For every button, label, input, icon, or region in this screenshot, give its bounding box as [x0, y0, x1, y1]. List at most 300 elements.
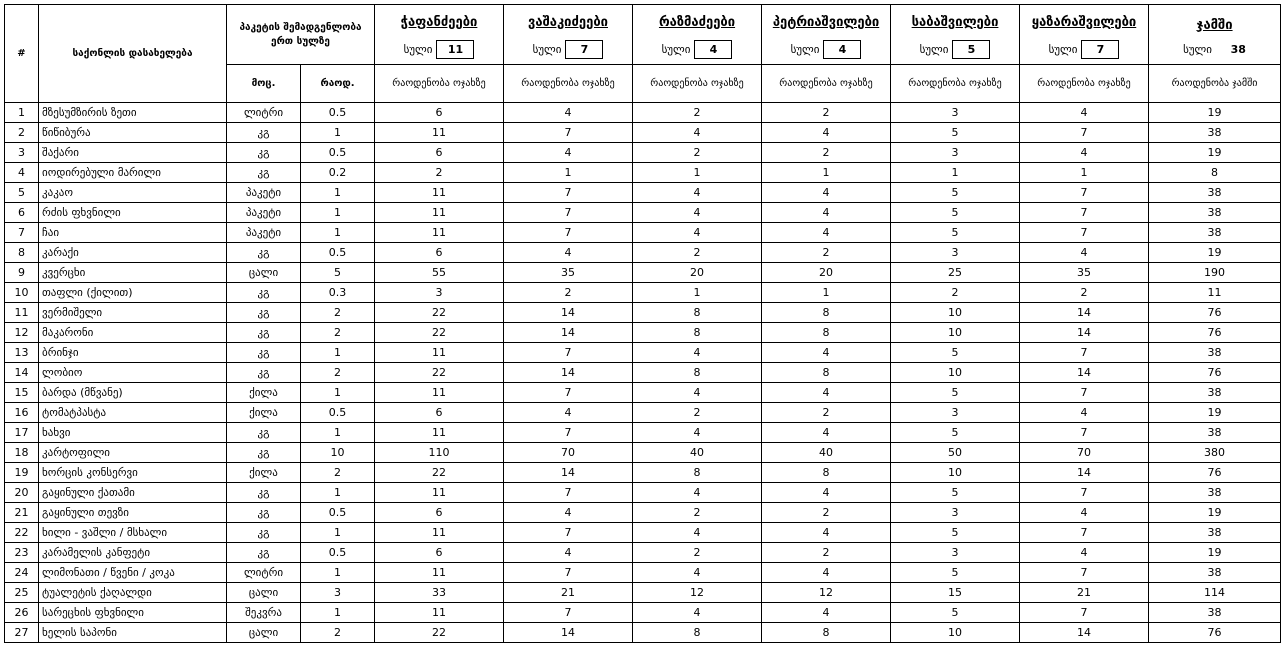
family-quantity-cell: 2 — [375, 163, 504, 183]
total-quantity-cell: 19 — [1149, 243, 1281, 263]
family-quantity-cell: 4 — [504, 243, 633, 263]
item-unit: კგ — [227, 243, 301, 263]
family-quantity-cell: 7 — [1020, 123, 1149, 143]
family-quantity-cell: 8 — [633, 363, 762, 383]
souls-count-box: 4 — [694, 40, 732, 59]
row-number: 14 — [5, 363, 39, 383]
total-quantity-cell: 38 — [1149, 563, 1281, 583]
family-quantity-cell: 7 — [504, 483, 633, 503]
family-quantity-cell: 5 — [891, 603, 1020, 623]
family-quantity-cell: 7 — [1020, 203, 1149, 223]
table-row — [5, 443, 1281, 463]
item-quantity: 2 — [301, 363, 375, 383]
item-name: ლიმონათი / წვენი / კოკა — [39, 563, 227, 583]
family-quantity-cell: 40 — [762, 443, 891, 463]
family-quantity-cell: 7 — [504, 343, 633, 363]
item-unit: კგ — [227, 303, 301, 323]
family-quantity-cell: 3 — [891, 503, 1020, 523]
item-name: რძის ფხვნილი — [39, 203, 227, 223]
item-quantity: 2 — [301, 303, 375, 323]
family-quantity-cell: 7 — [1020, 423, 1149, 443]
family-quantity-cell: 4 — [762, 223, 891, 243]
item-unit: შეკვრა — [227, 603, 301, 623]
family-quantity-cell: 2 — [633, 503, 762, 523]
family-souls — [1020, 40, 1148, 59]
family-quantity-cell: 6 — [375, 143, 504, 163]
item-unit: კგ — [227, 343, 301, 363]
family-quantity-cell: 10 — [891, 623, 1020, 643]
family-quantity-cell: 11 — [375, 563, 504, 583]
row-number: 21 — [5, 503, 39, 523]
family-quantity-cell: 1 — [633, 283, 762, 303]
total-souls-count: 38 — [1230, 42, 1246, 56]
row-number: 8 — [5, 243, 39, 263]
souls-label: სული — [532, 42, 562, 56]
family-quantity-cell: 8 — [762, 363, 891, 383]
family-quantity-cell: 35 — [1020, 263, 1149, 283]
header-quantity: რაოდ. — [301, 65, 375, 103]
total-quantity-cell: 19 — [1149, 143, 1281, 163]
family-name: რაზმაძეები — [658, 14, 736, 30]
family-quantity-cell: 4 — [633, 563, 762, 583]
total-quantity-cell: 38 — [1149, 183, 1281, 203]
family-quantity-cell: 11 — [375, 423, 504, 443]
item-name: ვერმიშელი — [39, 303, 227, 323]
item-name: მზესუმზირის ზეთი — [39, 103, 227, 123]
family-quantity-cell: 1 — [633, 163, 762, 183]
row-number: 15 — [5, 383, 39, 403]
table-row — [5, 583, 1281, 603]
total-quantity-cell: 76 — [1149, 363, 1281, 383]
item-name: ტუალეტის ქაღალდი — [39, 583, 227, 603]
family-quantity-cell: 7 — [504, 523, 633, 543]
family-quantity-cell: 22 — [375, 363, 504, 383]
family-quantity-cell: 22 — [375, 323, 504, 343]
family-quantity-cell: 2 — [633, 103, 762, 123]
family-quantity-cell: 50 — [891, 443, 1020, 463]
family-quantity-cell: 22 — [375, 463, 504, 483]
family-quantity-cell: 4 — [1020, 103, 1149, 123]
family-quantity-cell: 11 — [375, 183, 504, 203]
table-row — [5, 343, 1281, 363]
row-number: 9 — [5, 263, 39, 283]
family-quantity-header: რაოდენობა ოჯახზე — [504, 65, 633, 103]
family-quantity-cell: 2 — [633, 403, 762, 423]
total-quantity-cell: 38 — [1149, 123, 1281, 143]
family-quantity-cell: 5 — [891, 223, 1020, 243]
total-quantity-cell: 380 — [1149, 443, 1281, 463]
family-quantity-cell: 4 — [504, 503, 633, 523]
family-quantity-cell: 4 — [762, 123, 891, 143]
total-quantity-cell: 114 — [1149, 583, 1281, 603]
table-row — [5, 503, 1281, 523]
item-quantity: 0.5 — [301, 103, 375, 123]
table-row — [5, 383, 1281, 403]
item-unit: კგ — [227, 543, 301, 563]
family-quantity-cell: 12 — [633, 583, 762, 603]
family-quantity-cell: 8 — [762, 623, 891, 643]
family-quantity-cell: 4 — [762, 383, 891, 403]
row-number: 19 — [5, 463, 39, 483]
item-quantity: 2 — [301, 463, 375, 483]
family-quantity-cell: 7 — [1020, 223, 1149, 243]
row-number: 25 — [5, 583, 39, 603]
item-name: კაკაო — [39, 183, 227, 203]
family-quantity-cell: 10 — [891, 363, 1020, 383]
family-quantity-cell: 1 — [762, 283, 891, 303]
family-header — [1020, 5, 1149, 65]
family-quantity-cell: 4 — [633, 603, 762, 623]
item-unit: კგ — [227, 483, 301, 503]
total-header — [1149, 5, 1281, 65]
item-name: ხახვი — [39, 423, 227, 443]
family-quantity-cell: 4 — [633, 483, 762, 503]
family-quantity-cell: 3 — [891, 243, 1020, 263]
family-quantity-cell: 2 — [762, 403, 891, 423]
total-quantity-cell: 76 — [1149, 323, 1281, 343]
family-quantity-cell: 2 — [762, 103, 891, 123]
item-name: ხელის საპონი — [39, 623, 227, 643]
item-name: ბრინჯი — [39, 343, 227, 363]
item-quantity: 0.5 — [301, 143, 375, 163]
family-quantity-cell: 7 — [1020, 563, 1149, 583]
family-quantity-cell: 11 — [375, 123, 504, 143]
table-row — [5, 363, 1281, 383]
souls-label: სული — [403, 42, 433, 56]
family-quantity-cell: 5 — [891, 123, 1020, 143]
family-quantity-cell: 7 — [1020, 343, 1149, 363]
table-row — [5, 283, 1281, 303]
family-quantity-cell: 20 — [762, 263, 891, 283]
item-unit: ლიტრი — [227, 103, 301, 123]
family-quantity-cell: 4 — [504, 143, 633, 163]
family-quantity-cell: 11 — [375, 343, 504, 363]
family-quantity-cell: 4 — [762, 423, 891, 443]
row-number: 11 — [5, 303, 39, 323]
row-number: 27 — [5, 623, 39, 643]
row-number: 5 — [5, 183, 39, 203]
family-quantity-cell: 4 — [633, 343, 762, 363]
family-quantity-cell: 35 — [504, 263, 633, 283]
row-number: 16 — [5, 403, 39, 423]
item-name: ლობიო — [39, 363, 227, 383]
item-unit: ცალი — [227, 623, 301, 643]
item-name: კვერცხი — [39, 263, 227, 283]
item-quantity: 0.2 — [301, 163, 375, 183]
total-quantity-cell: 76 — [1149, 623, 1281, 643]
family-quantity-cell: 4 — [633, 383, 762, 403]
family-quantity-cell: 11 — [375, 203, 504, 223]
table-row — [5, 103, 1281, 123]
family-quantity-cell: 1 — [891, 163, 1020, 183]
family-quantity-cell: 4 — [633, 203, 762, 223]
row-number: 7 — [5, 223, 39, 243]
family-quantity-cell: 2 — [891, 283, 1020, 303]
table-row — [5, 563, 1281, 583]
item-quantity: 1 — [301, 203, 375, 223]
family-quantity-cell: 15 — [891, 583, 1020, 603]
item-unit: კგ — [227, 523, 301, 543]
item-unit: ცალი — [227, 263, 301, 283]
family-souls — [891, 40, 1019, 59]
header-package: პაკეტის შემადგენლობა ერთ სულზე — [227, 5, 375, 65]
item-unit: კგ — [227, 123, 301, 143]
item-quantity: 10 — [301, 443, 375, 463]
row-number: 17 — [5, 423, 39, 443]
family-quantity-cell: 4 — [504, 103, 633, 123]
item-quantity: 1 — [301, 383, 375, 403]
item-quantity: 0.5 — [301, 243, 375, 263]
family-quantity-cell: 11 — [375, 603, 504, 623]
family-quantity-cell: 14 — [504, 363, 633, 383]
total-quantity-cell: 19 — [1149, 103, 1281, 123]
family-quantity-cell: 11 — [375, 483, 504, 503]
total-quantity-cell: 8 — [1149, 163, 1281, 183]
item-name: წიწიბურა — [39, 123, 227, 143]
family-quantity-cell: 33 — [375, 583, 504, 603]
total-quantity-cell: 11 — [1149, 283, 1281, 303]
table-row — [5, 543, 1281, 563]
item-name: თაფლი (ქილით) — [39, 283, 227, 303]
souls-count-box: 7 — [565, 40, 603, 59]
family-quantity-cell: 5 — [891, 383, 1020, 403]
family-quantity-cell: 4 — [1020, 503, 1149, 523]
item-name: შაქარი — [39, 143, 227, 163]
row-number: 18 — [5, 443, 39, 463]
item-quantity: 1 — [301, 523, 375, 543]
family-quantity-cell: 6 — [375, 103, 504, 123]
item-unit: ქილა — [227, 403, 301, 423]
item-quantity: 1 — [301, 423, 375, 443]
family-quantity-cell: 14 — [504, 323, 633, 343]
row-number: 12 — [5, 323, 39, 343]
total-quantity-cell: 38 — [1149, 483, 1281, 503]
family-quantity-cell: 4 — [762, 563, 891, 583]
item-unit: კგ — [227, 163, 301, 183]
total-name: ჯამში — [1196, 17, 1233, 33]
table-row — [5, 163, 1281, 183]
souls-count-box: 4 — [823, 40, 861, 59]
total-quantity-cell: 190 — [1149, 263, 1281, 283]
family-quantity-cell: 21 — [504, 583, 633, 603]
family-quantity-cell: 3 — [375, 283, 504, 303]
family-souls — [504, 40, 632, 59]
table-row — [5, 183, 1281, 203]
total-quantity-cell: 19 — [1149, 503, 1281, 523]
souls-count-box: 11 — [436, 40, 474, 59]
family-quantity-cell: 14 — [1020, 363, 1149, 383]
item-quantity: 1 — [301, 183, 375, 203]
family-quantity-cell: 8 — [762, 323, 891, 343]
family-quantity-cell: 7 — [504, 603, 633, 623]
family-quantity-cell: 2 — [762, 143, 891, 163]
family-quantity-cell: 11 — [375, 383, 504, 403]
item-quantity: 2 — [301, 323, 375, 343]
family-quantity-cell: 7 — [1020, 383, 1149, 403]
item-name: იოდირებული მარილი — [39, 163, 227, 183]
family-souls — [375, 40, 503, 59]
family-quantity-cell: 7 — [1020, 183, 1149, 203]
family-quantity-cell: 6 — [375, 243, 504, 263]
item-name: ხილი - ვაშლი / მსხალი — [39, 523, 227, 543]
table-row — [5, 523, 1281, 543]
family-quantity-cell: 8 — [633, 463, 762, 483]
item-quantity: 0.3 — [301, 283, 375, 303]
item-unit: კგ — [227, 143, 301, 163]
family-quantity-cell: 5 — [891, 563, 1020, 583]
row-number: 13 — [5, 343, 39, 363]
total-quantity-cell: 76 — [1149, 303, 1281, 323]
item-quantity: 0.5 — [301, 503, 375, 523]
family-quantity-cell: 10 — [891, 303, 1020, 323]
item-quantity: 3 — [301, 583, 375, 603]
family-quantity-cell: 5 — [891, 183, 1020, 203]
total-quantity-cell: 38 — [1149, 223, 1281, 243]
family-quantity-cell: 7 — [504, 223, 633, 243]
family-souls — [633, 40, 761, 59]
family-quantity-cell: 11 — [375, 223, 504, 243]
family-quantity-cell: 4 — [504, 543, 633, 563]
family-quantity-cell: 7 — [504, 383, 633, 403]
family-quantity-cell: 7 — [1020, 603, 1149, 623]
family-quantity-header: რაოდენობა ოჯახზე — [762, 65, 891, 103]
table-row — [5, 323, 1281, 343]
item-name: კარამელის კანფეტი — [39, 543, 227, 563]
total-quantity-cell: 19 — [1149, 543, 1281, 563]
family-name: ჭაფანძეები — [400, 14, 478, 30]
item-name: ბარდა (მწვანე) — [39, 383, 227, 403]
row-number: 3 — [5, 143, 39, 163]
row-number: 10 — [5, 283, 39, 303]
souls-label: სული — [1048, 42, 1078, 56]
family-quantity-cell: 4 — [633, 123, 762, 143]
total-quantity-cell: 19 — [1149, 403, 1281, 423]
family-quantity-header: რაოდენობა ოჯახზე — [1020, 65, 1149, 103]
family-quantity-cell: 1 — [762, 163, 891, 183]
table-row — [5, 603, 1281, 623]
family-quantity-cell: 7 — [504, 423, 633, 443]
family-quantity-cell: 70 — [1020, 443, 1149, 463]
item-name: გაყინული თევზი — [39, 503, 227, 523]
family-quantity-cell: 12 — [762, 583, 891, 603]
family-quantity-cell: 3 — [891, 143, 1020, 163]
item-quantity: 1 — [301, 343, 375, 363]
total-quantity-cell: 38 — [1149, 423, 1281, 443]
souls-count-box: 7 — [1081, 40, 1119, 59]
souls-count-box: 5 — [952, 40, 990, 59]
family-quantity-cell: 6 — [375, 403, 504, 423]
row-number: 24 — [5, 563, 39, 583]
item-name: ტომატპასტა — [39, 403, 227, 423]
family-quantity-cell: 14 — [504, 303, 633, 323]
family-quantity-cell: 2 — [633, 243, 762, 263]
family-quantity-cell: 14 — [504, 623, 633, 643]
item-quantity: 5 — [301, 263, 375, 283]
family-quantity-cell: 1 — [504, 163, 633, 183]
row-number: 23 — [5, 543, 39, 563]
total-quantity-cell: 38 — [1149, 523, 1281, 543]
family-quantity-cell: 4 — [1020, 143, 1149, 163]
family-quantity-cell: 2 — [504, 283, 633, 303]
item-unit: ცალი — [227, 583, 301, 603]
family-quantity-cell: 8 — [633, 623, 762, 643]
family-quantity-cell: 8 — [762, 303, 891, 323]
family-name: პეტრიაშვილები — [772, 14, 880, 30]
family-quantity-cell: 6 — [375, 543, 504, 563]
table-row — [5, 123, 1281, 143]
total-quantity-cell: 38 — [1149, 203, 1281, 223]
family-quantity-cell: 4 — [1020, 243, 1149, 263]
family-quantity-cell: 5 — [891, 203, 1020, 223]
family-quantity-cell: 14 — [504, 463, 633, 483]
table-row — [5, 423, 1281, 443]
total-quantity-header: რაოდენობა ჯამში — [1149, 65, 1281, 103]
family-quantity-cell: 14 — [1020, 623, 1149, 643]
family-quantity-cell: 20 — [633, 263, 762, 283]
header-item-name: საქონლის დასახელება — [39, 5, 227, 103]
row-number: 2 — [5, 123, 39, 143]
family-quantity-cell: 4 — [633, 423, 762, 443]
item-unit: კგ — [227, 323, 301, 343]
header-number: # — [5, 5, 39, 103]
family-quantity-cell: 4 — [762, 183, 891, 203]
item-unit: პაკეტი — [227, 203, 301, 223]
family-quantity-cell: 7 — [504, 563, 633, 583]
family-quantity-cell: 4 — [762, 523, 891, 543]
distribution-spreadsheet — [4, 4, 1281, 643]
family-quantity-cell: 4 — [762, 483, 891, 503]
family-quantity-cell: 4 — [633, 223, 762, 243]
item-name: ჩაი — [39, 223, 227, 243]
souls-label: სული — [1183, 42, 1212, 56]
sheet-body — [5, 103, 1281, 643]
family-quantity-header: რაოდენობა ოჯახზე — [891, 65, 1020, 103]
family-header — [375, 5, 504, 65]
family-header — [762, 5, 891, 65]
item-name: კარაქი — [39, 243, 227, 263]
family-quantity-cell: 21 — [1020, 583, 1149, 603]
family-quantity-cell: 2 — [633, 543, 762, 563]
family-quantity-cell: 10 — [891, 463, 1020, 483]
family-name: საბაშვილები — [911, 14, 999, 30]
item-quantity: 0.5 — [301, 543, 375, 563]
total-quantity-cell: 38 — [1149, 343, 1281, 363]
table-row — [5, 463, 1281, 483]
table-row — [5, 243, 1281, 263]
item-quantity: 1 — [301, 603, 375, 623]
family-quantity-cell: 4 — [762, 603, 891, 623]
family-quantity-cell: 7 — [504, 183, 633, 203]
family-name: ყაზარაშვილები — [1031, 14, 1137, 30]
table-row — [5, 403, 1281, 423]
family-quantity-cell: 2 — [762, 543, 891, 563]
total-quantity-cell: 38 — [1149, 383, 1281, 403]
family-quantity-cell: 22 — [375, 303, 504, 323]
total-quantity-cell: 76 — [1149, 463, 1281, 483]
family-quantity-cell: 14 — [1020, 303, 1149, 323]
table-row — [5, 303, 1281, 323]
total-quantity-cell: 38 — [1149, 603, 1281, 623]
family-quantity-cell: 7 — [504, 123, 633, 143]
family-quantity-cell: 5 — [891, 523, 1020, 543]
family-quantity-cell: 2 — [762, 503, 891, 523]
family-quantity-cell: 4 — [633, 183, 762, 203]
family-quantity-cell: 1 — [1020, 163, 1149, 183]
item-unit: კგ — [227, 363, 301, 383]
item-quantity: 1 — [301, 123, 375, 143]
family-header — [891, 5, 1020, 65]
family-quantity-cell: 8 — [633, 323, 762, 343]
